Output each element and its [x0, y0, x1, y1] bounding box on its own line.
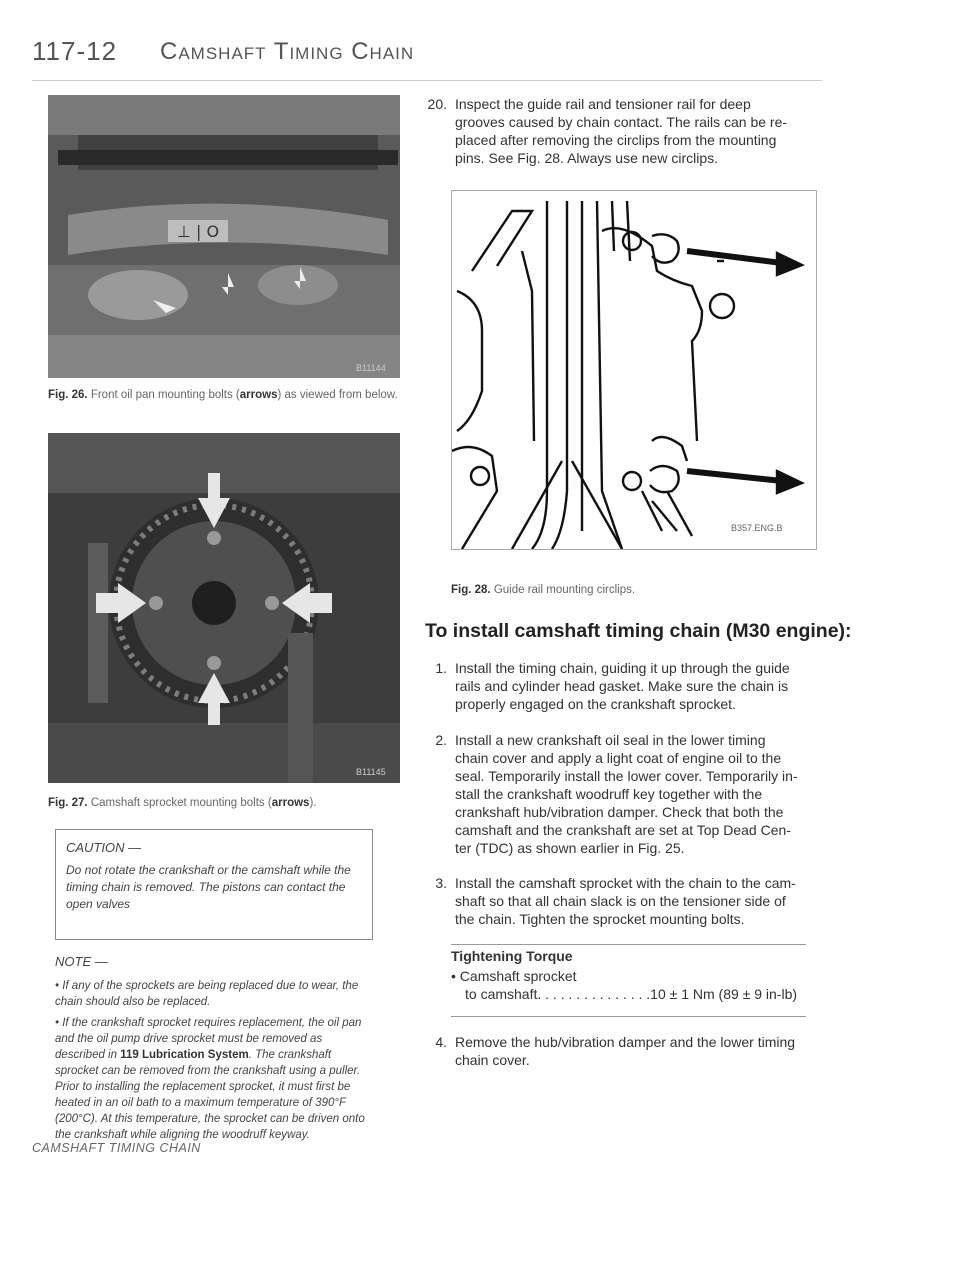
- fig28-diagram: [451, 190, 817, 550]
- page-footer: CAMSHAFT TIMING CHAIN: [32, 1141, 201, 1155]
- fig27-caption-post: ).: [309, 797, 317, 809]
- step-4-text: [455, 1033, 795, 1069]
- step-20: [425, 95, 825, 175]
- page-header: [32, 36, 822, 81]
- fig28-label: Fig. 28.: [451, 584, 491, 596]
- step-3-num: 3.: [435, 875, 447, 891]
- step-3-text: [455, 874, 796, 928]
- caution-title: CAUTION —: [66, 840, 142, 855]
- fig27-photo: [48, 433, 400, 783]
- section-title: Camshaft Timing Chain: [160, 38, 415, 65]
- fig27-caption-bold: arrows: [271, 797, 310, 809]
- step-3: [425, 874, 825, 934]
- note-item-2-pre: • If the crankshaft sprocket requires replacement, the oil pan and the oil pump drive sprocket must be removed as described in: [55, 1017, 362, 1061]
- step-1-num: 1.: [435, 660, 447, 676]
- step-20-line: grooves caused by chain contact. The rails can be re-: [455, 114, 788, 130]
- step-20-line: Inspect the guide rail and tensioner rail for deep: [455, 96, 751, 112]
- note-item-2: [55, 1015, 375, 1143]
- fig26-photo-id: B11144: [356, 363, 386, 373]
- step-2-line: stall the crankshaft woodruff key together with the: [455, 786, 763, 802]
- fig28-caption: [451, 584, 635, 596]
- step-1: [425, 659, 825, 719]
- step-1-line: properly engaged on the crankshaft sprocket.: [455, 696, 736, 712]
- step-2-line: chain cover and apply a light coat of engine oil to the: [455, 750, 782, 766]
- fig27-photo-id: B11145: [356, 767, 386, 777]
- step-1-line: rails and cylinder head gasket. Make sure the chain is: [455, 678, 789, 694]
- torque-rule-bottom: [451, 1016, 806, 1017]
- fig27-caption: [48, 797, 316, 809]
- step-20-line: placed after removing the circlips from the mounting: [455, 132, 777, 148]
- torque-title: Tightening Torque: [451, 948, 573, 964]
- note-item-1: • If any of the sprockets are being replaced due to wear, the chain should also be replaced.: [55, 980, 359, 1008]
- step-3-line: shaft so that all chain slack is on the tensioner side of: [455, 893, 786, 909]
- install-heading: To install camshaft timing chain (M30 engine):: [425, 620, 852, 642]
- step-20-text: [455, 95, 787, 167]
- step-4-line: Remove the hub/vibration damper and the lower timing: [455, 1034, 796, 1050]
- fig26-caption: [48, 389, 398, 401]
- step-2-line: camshaft and the crankshaft are set at Top Dead Cen-: [455, 822, 791, 838]
- fig26-photo: [48, 95, 400, 378]
- step-20-line: pins. See Fig. 28. Always use new circlips.: [455, 150, 719, 166]
- step-4: [425, 1033, 825, 1073]
- step-4-num: 4.: [435, 1034, 447, 1050]
- step-2-num: 2.: [435, 732, 447, 748]
- torque-item: • Camshaft sprocket: [451, 968, 577, 984]
- step-2: [425, 731, 825, 861]
- caution-box: [55, 829, 373, 940]
- fig27-caption-pre: Camshaft sprocket mounting bolts (: [90, 797, 272, 809]
- step-2-line: seal. Temporarily install the lower cover. Temporarily in-: [455, 768, 798, 784]
- caution-text: Do not rotate the crankshaft or the camshaft while the timing chain is removed. The pistons can contact the open valves: [66, 863, 351, 911]
- note-title: NOTE —: [55, 954, 108, 969]
- fig28-caption-text: Guide rail mounting circlips.: [493, 584, 636, 596]
- step-2-line: ter (TDC) as shown earlier in Fig. 25.: [455, 840, 685, 856]
- fig26-label: Fig. 26.: [48, 389, 88, 401]
- step-2-line: Install a new crankshaft oil seal in the lower timing: [455, 732, 766, 748]
- torque-spec: to camshaft. . . . . . . . . . . . . . .10 ± 1 Nm (89 ± 9 in-lb): [465, 986, 798, 1002]
- step-3-line: Install the camshaft sprocket with the chain to the cam-: [455, 875, 796, 891]
- step-4-line: chain cover.: [455, 1052, 530, 1068]
- fig26-caption-post: ) as viewed from below.: [277, 389, 398, 401]
- svg-text:⊥ | O: ⊥ | O: [176, 222, 220, 241]
- step-2-text: [455, 731, 798, 857]
- note-item-2-bold: 119 Lubrication System: [120, 1049, 249, 1061]
- step-2-line: crankshaft hub/vibration damper. Check that both the: [455, 804, 784, 820]
- fig27-label: Fig. 27.: [48, 797, 88, 809]
- fig26-caption-pre: Front oil pan mounting bolts (: [90, 389, 240, 401]
- note-item-2-post: . The crankshaft sprocket can be removed from the crankshaft using a puller. Prior to installing the replacement sprocket, it must first be heated in an oil bath to a maximum temperature of 390°F (200°C). At this temperature, the sprocket can be driven onto the crankshaft while aligning the woodruff keyway.: [55, 1049, 365, 1141]
- fig26-caption-bold: arrows: [239, 389, 278, 401]
- step-20-num: 20.: [427, 96, 447, 112]
- step-3-line: the chain. Tighten the sprocket mounting bolts.: [455, 911, 745, 927]
- fig28-diagram-id: B357.ENG.B: [731, 523, 783, 533]
- torque-rule-top: [451, 944, 806, 945]
- step-1-text: [455, 659, 790, 713]
- page-number: 117-12: [32, 36, 118, 66]
- step-1-line: Install the timing chain, guiding it up through the guide: [455, 660, 790, 676]
